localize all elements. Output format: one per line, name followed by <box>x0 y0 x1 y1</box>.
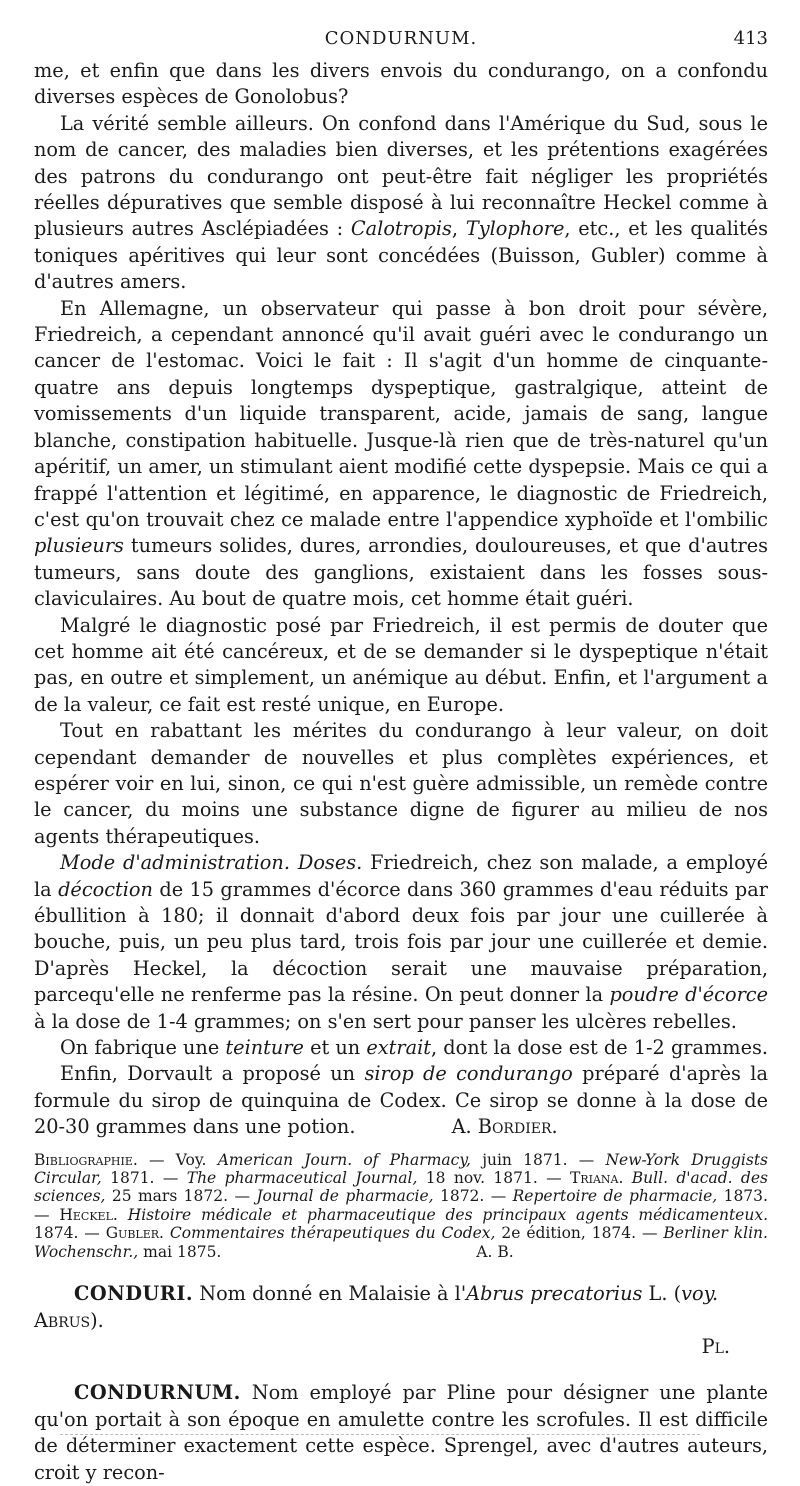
entry-signature: Pl. <box>701 1334 730 1358</box>
paragraph-5: Tout en rabattant les mérites du condurango à leur valeur, on doit cependant demander de nouvelles et plus complètes expériences, et espérer voir en lui, sinon, ce qui n'est guère admissible, un remède contre le cancer, du moins une substance digne de figurer au milieu de nos agents thérapeutiques. <box>34 719 768 848</box>
entry-headword: CONDURI. <box>74 1282 194 1306</box>
paragraph-3: En Allemagne, un observateur qui passe à bon droit pour sévère, Friedreich, a cependant annoncé qu'il avait guéri avec le condurango un cancer de l'estomac. Voici le fait : Il s'agit d'un homme de cinquante-quatre ans depuis longtemps dyspeptique, gastralgique, atteint de vomissements d'un liquide transparent, acide, jamais de sang, langue blanche, constipation habituelle. Jusque-là rien que de très-naturel qu'un apéritif, un amer, un stimulant aient modifié cette dyspepsie. Mais ce qui a frappé l'attention et légitimé, en apparence, le diagnostic de Friedreich, c'est qu'on trouvait chez ce malade entre l'appendice xyphoïde et l'ombilic plusieurs tumeurs solides, dures, arrondies, douloureuses, et que d'autres tumeurs, sans doute des ganglions, existaient dans les fosses sous-claviculaires. Au bout de quatre mois, cet homme était guéri. <box>34 296 768 611</box>
paragraph-1: me, et enfin que dans les divers envois du condurango, on a confondu diverses espèces de Gonolobus? <box>34 59 768 109</box>
paragraph-4: Malgré le diagnostic posé par Friedreich, il est permis de douter que cet homme ait été cancéreux, et de se demander si le dyspeptique n'était pas, en outre et simplement, un anémique au début. Enfin, et l'argument a de la valeur, ce fait est resté unique, en Europe. <box>34 613 768 716</box>
paragraph-6: Mode d'administration. Doses. Friedreich, chez son malade, a employé la décoction de 15 grammes d'écorce dans 360 grammes d'eau réduits par ébullition à 180; il donnait d'abord deux fois par jour une cuillerée à bouche, puis, un peu plus tard, trois fois par jour une cuillerée et demie. D'après Heckel, la décoction serait une mauvaise préparation, parcequ'elle ne renferme pas la résine. On peut donner la poudre d'écorce à la dose de 1-4 grammes; on s'en sert pour panser les ulcères rebelles. <box>34 851 768 1033</box>
entry-conduri: CONDURI. Nom donné en Malaisie à l'Abrus precatorius L. (voy. Abrus). Pl. <box>34 1281 768 1360</box>
paragraph-7: On fabrique une teinture et un extrait, dont la dose est de 1-2 grammes. <box>60 1036 769 1060</box>
entry-condurnum: CONDURNUM. Nom employé par Pline pour désigner une plante qu'on portait à son époque en amulette contre les scrofules. Il est difficile de déterminer exactement cette espèce. Sprengel, avec d'autres auteurs, croit y recon- <box>34 1381 768 1484</box>
running-title: CONDURNUM. <box>324 28 478 49</box>
paragraph-2: La vérité semble ailleurs. On confond dans l'Amérique du Sud, sous le nom de cancer, des maladies bien diverses, et les prétentions exagérées des patrons du condurango ont peut-être fait négliger les propriétés réelles dépuratives que semble disposé à lui reconnaître Heckel comme à plusieurs autres Asclépiadées : Calotropis, Tylophore, etc., et les qualités toniques apéritives qui leur sont concédées (Buisson, Gubler) comme à d'autres amers. <box>34 111 768 294</box>
page <box>34 28 768 1486</box>
bottom-rule <box>60 1434 700 1435</box>
bibliography-signature: A. B. <box>476 1242 514 1261</box>
paragraph-8: Enfin, Dorvault a proposé un sirop de condurango préparé d'après la formule du sirop de quinquina de Codex. Ce sirop se donne à la dose de 20-30 grammes dans une potion. A. Bordier. <box>34 1062 768 1139</box>
page-number: 413 <box>733 28 768 49</box>
bibliography: Bibliographie. — Voy. American Journ. of Pharmacy, juin 1871. — New-York Druggists Circular, 1871. — The pharmaceutical Journal, 18 nov. 1871. — Triana. Bull. d'acad. des sciences, 25 mars 1872. — Journal de pharmacie, 1872. — Repertoire de pharmacie, 1873. — Heckel. Histoire médicale et pharmaceutique des principaux agents médicamenteux. 1874. — Gubler. Commentaires thérapeutiques du Codex, 2e édition, 1874. — Berliner klin. Wochenschr., mai 1875. A. B. <box>34 1150 769 1261</box>
entry-headword: CONDURNUM. <box>74 1381 241 1405</box>
running-header <box>34 28 768 58</box>
author-signature: A. Bordier. <box>451 1115 558 1139</box>
